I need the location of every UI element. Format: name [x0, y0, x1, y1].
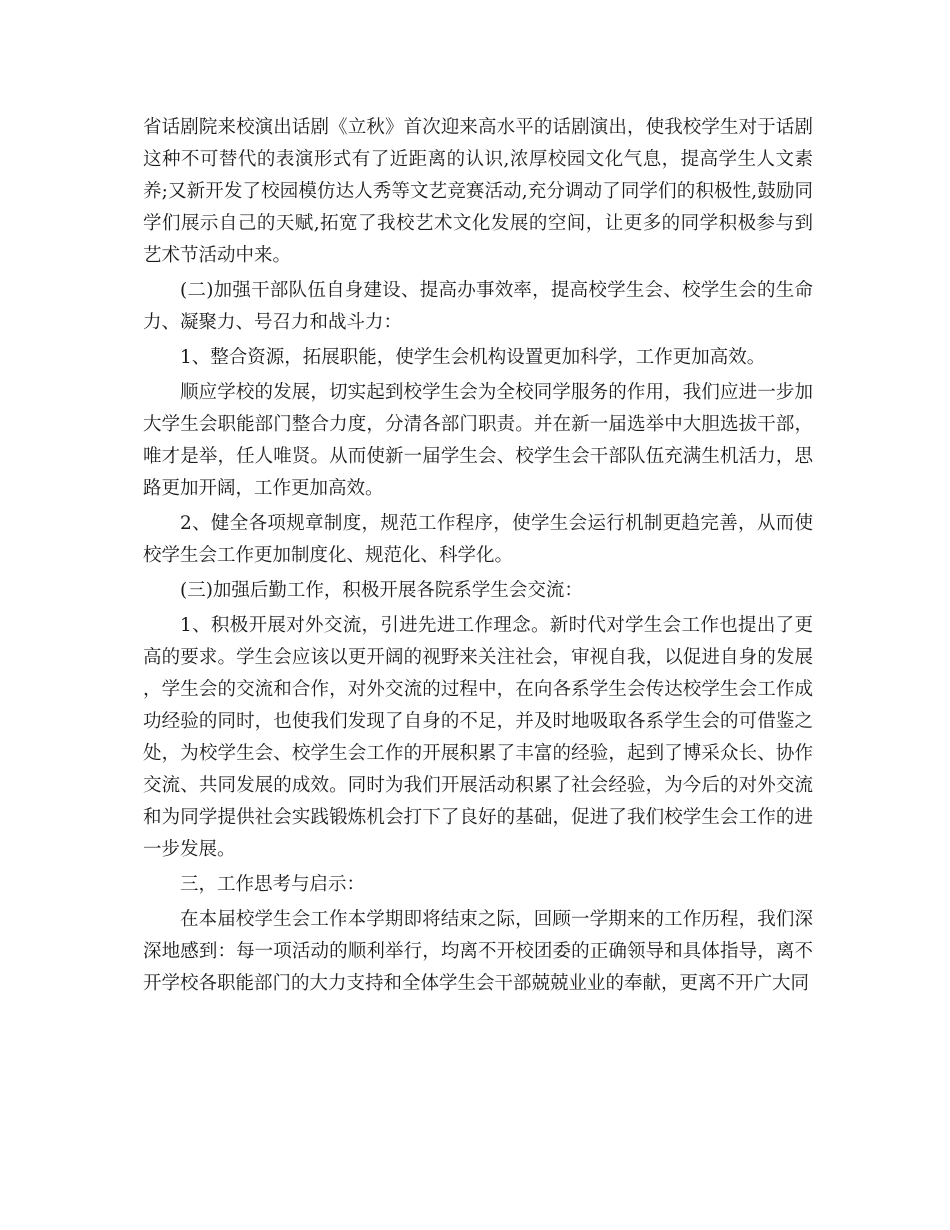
paragraph-3: 1、整合资源，拓展职能，使学生会机构设置更加科学，工作更加高效。: [180, 347, 766, 368]
paragraph-6: (三)加强后勤工作，积极开展各院系学生会交流：: [180, 580, 583, 601]
paragraph-1: 省话剧院来校演出话剧《立秋》首次迎来高水平的话剧演出，使我校学生对于话剧这种不可替代的表演形式有了近距离的认识,浓厚校园文化气息，提高学生人文素养;又新开发了校园模仿达人秀等文艺竞赛活动,充分调动了同学们的积极性,鼓励同学们展示自己的天赋,拓宽了我校艺术文化发展的空间，让更多的同学积极参与到艺术节活动中来。: [143, 117, 813, 266]
paragraph-4: 顺应学校的发展，切实起到校学生会为全校同学服务的作用，我们应进一步加大学生会职能部门整合力度，分清各部门职责。并在新一届选举中大胆选拔干部，唯才是举，任人唯贤。从而使新一届学生会、校学生会干部队伍充满生机活力，思路更加开阔，工作更加高效。: [143, 382, 813, 499]
paragraph-9: 在本届校学生会工作本学期即将结束之际，回顾一学期来的工作历程，我们深深地感到：每一项活动的顺利举行，均离不开校团委的正确领导和具体指导，离不开学校各职能部门的大力支持和全体学生会干部兢兢业业的奉献，更离不开广大同: [143, 909, 813, 994]
document-body: [143, 112, 813, 1003]
paragraph-5: 2、健全各项规章制度，规范工作程序，使学生会运行机制更趋完善，从而使校学生会工作更加制度化、规范化、科学化。: [143, 513, 813, 566]
paragraph-8: 三，工作思考与启示：: [180, 874, 366, 895]
paragraph-2: (二)加强干部队伍自身建设、提高办事效率，提高校学生会、校学生会的生命力、凝聚力、号召力和战斗力：: [143, 280, 813, 333]
paragraph-7: 1、积极开展对外交流，引进先进工作理念。新时代对学生会工作也提出了更高的要求。学生会应该以更开阔的视野来关注社会，审视自我，以促进自身的发展，学生会的交流和合作，对外交流的过程中，在向各系学生会传达校学生会工作成功经验的同时，也使我们发现了自身的不足，并及时地吸取各系学生会的可借鉴之处，为校学生会、校学生会工作的开展积累了丰富的经验，起到了博采众长、协作交流、共同发展的成效。同时为我们开展活动积累了社会经验，为今后的对外交流和为同学提供社会实践锻炼机会打下了良好的基础，促进了我们校学生会工作的进一步发展。: [143, 615, 813, 860]
